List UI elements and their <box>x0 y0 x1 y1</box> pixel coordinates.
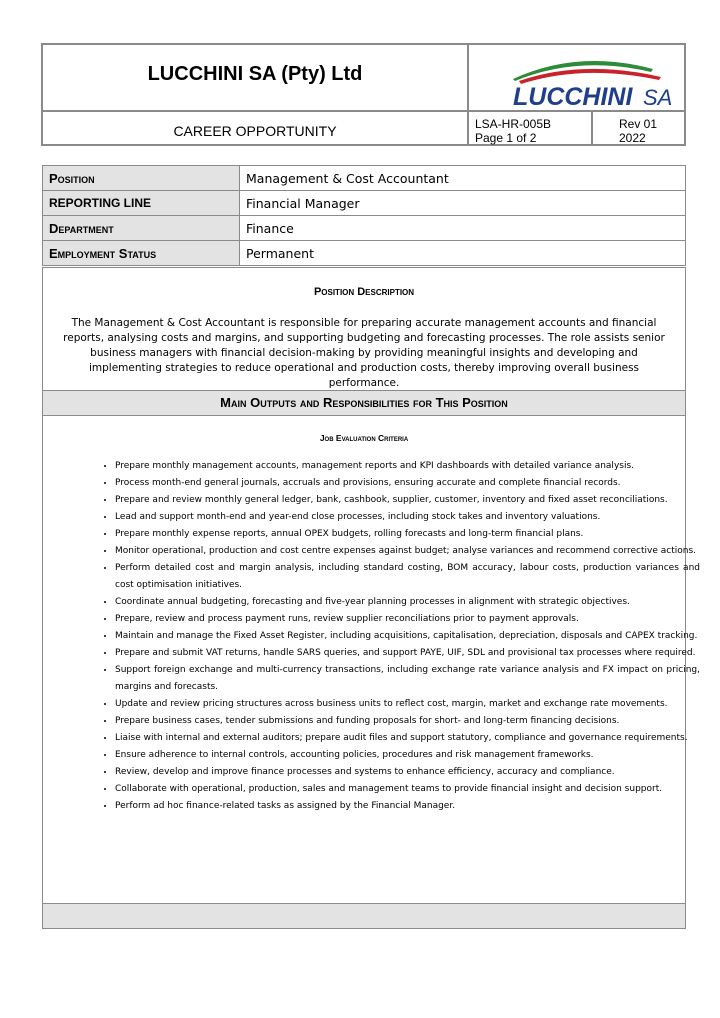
table-row <box>43 241 686 266</box>
company-name: LUCCHINI SA (Pty) Ltd <box>147 63 363 85</box>
list-item: • Maintain and manage the Fixed Asset Register, including acquisitions, capitalisation, depreciation, disposals and CAPEX tracking. <box>115 628 700 645</box>
list-item: • Perform detailed cost and margin analysis, including standard costing, BOM accuracy, labour costs, production variances and cost optimisation initiatives. <box>115 560 700 594</box>
list-item: • Process month-end general journals, accruals and provisions, ensuring accurate and complete financial records. <box>115 475 700 492</box>
list-item: • Perform ad hoc finance-related tasks as assigned by the Financial Manager. <box>115 798 700 815</box>
revision-year: 2022 <box>619 131 646 145</box>
position-description-text: The Management & Cost Accountant is responsible for preparing accurate management accounts and financial reports, analysing costs and margins, and supporting budgeting and forecasting processes. The role assists senior business managers with financial decision-making by providing meaningful insights and developing and implementing strategies to reduce operational and production costs, thereby improving overall business performance. <box>63 317 665 389</box>
reporting-line-value: Financial Manager <box>240 191 686 216</box>
table-row <box>43 166 686 191</box>
revision: Rev 01 <box>619 117 658 131</box>
list-item: • Collaborate with operational, production, sales and management teams to provide financial insight and decision support. <box>115 781 700 798</box>
list-item: • Prepare and submit VAT returns, handle SARS queries, and support PAYE, UIF, SDL and provisional tax processes where required. <box>115 645 700 662</box>
employment-status-label: Employment Status <box>43 241 240 266</box>
logo-suffix: SA <box>643 85 673 109</box>
lucchini-logo <box>483 51 683 109</box>
responsibilities-list <box>87 458 700 815</box>
list-item: • Prepare monthly management accounts, management reports and KPI dashboards with detailed variance analysis. <box>115 458 700 475</box>
revision-block <box>619 117 657 145</box>
doc-code: LSA-HR-005B <box>475 117 552 131</box>
document-subtitle: CAREER OPPORTUNITY <box>173 123 337 139</box>
list-item: • Review, develop and improve finance processes and systems to enhance efficiency, accuracy and compliance. <box>115 764 700 781</box>
department-value: Finance <box>240 216 686 241</box>
list-item: • Support foreign exchange and multi-currency transactions, including exchange rate variance analysis and FX impact on pricing, margins and forecasts. <box>115 662 700 696</box>
table-row <box>43 191 686 216</box>
job-evaluation-criteria-title: Job Evaluation Criteria <box>319 433 409 443</box>
position-description-title: Position Description <box>313 286 415 298</box>
list-item: • Prepare, review and process payment runs, review supplier reconciliations prior to payment approvals. <box>115 611 700 628</box>
list-item: • Update and review pricing structures across business units to reflect cost, margin, market and exchange rate movements. <box>115 696 700 713</box>
position-info-table <box>42 165 686 266</box>
responsibilities-heading: Main Outputs and Responsibilities for This Position <box>43 390 685 416</box>
list-item: • Liaise with internal and external auditors; prepare audit files and support statutory, compliance and governance requirements. <box>115 730 700 747</box>
list-item: • Ensure adherence to internal controls, accounting policies, procedures and risk management frameworks. <box>115 747 700 764</box>
logo-wordmark: LUCCHINI <box>513 83 633 109</box>
job-details-section <box>42 267 700 929</box>
department-label: Department <box>43 216 240 241</box>
position-label: Position <box>43 166 240 191</box>
list-item: • Prepare and review monthly general ledger, bank, cashbook, supplier, customer, inventory and fixed asset reconciliations. <box>115 492 700 509</box>
list-item: • Lead and support month-end and year-end close processes, including stock takes and inventory valuations. <box>115 509 700 526</box>
document-header <box>41 43 686 146</box>
list-item: • Coordinate annual budgeting, forecasting and five-year planning processes in alignment with strategic objectives. <box>115 594 700 611</box>
position-value: Management & Cost Accountant <box>240 166 686 191</box>
document-reference <box>475 117 551 145</box>
list-item: • Monitor operational, production and cost centre expenses against budget; analyse variances and recommend corrective actions. <box>115 543 700 560</box>
list-item: • Prepare business cases, tender submissions and funding proposals for short- and long-term financing decisions. <box>115 713 700 730</box>
list-item: • Prepare monthly expense reports, annual OPEX budgets, rolling forecasts and long-term financial plans. <box>115 526 700 543</box>
reporting-line-label: REPORTING LINE <box>43 191 240 216</box>
table-row <box>43 216 686 241</box>
page-number: Page 1 of 2 <box>475 131 537 145</box>
employment-status-value: Permanent <box>240 241 686 266</box>
section-footer-band <box>43 903 685 928</box>
